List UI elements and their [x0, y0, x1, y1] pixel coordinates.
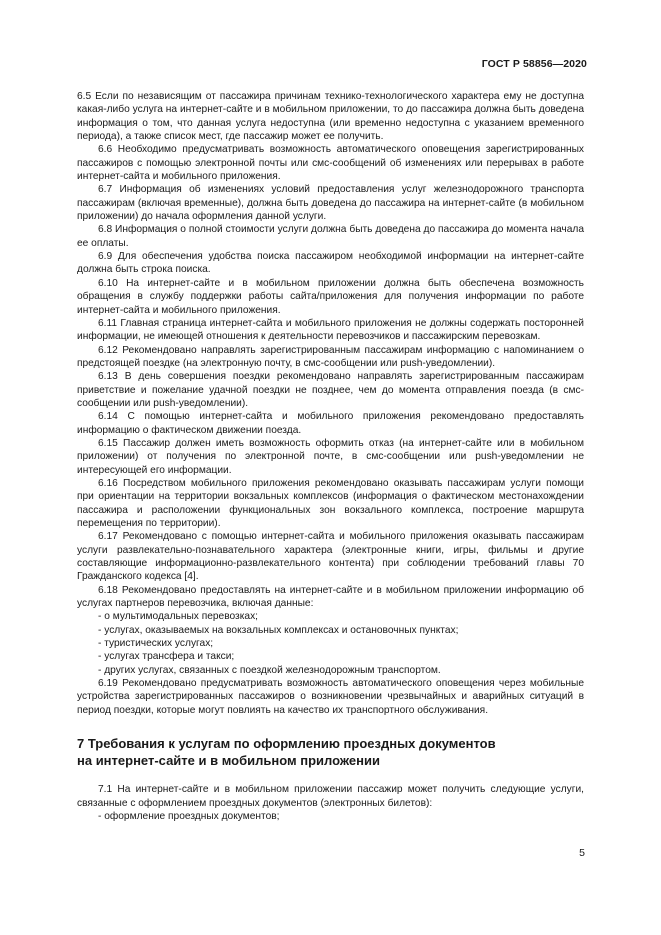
paragraph-text: 7.1 На интернет-сайте и в мобильном приложении пассажир может получить следующие услуги, связанные с оформлением проездных документов (электронных билетов): [77, 784, 584, 809]
list-item: - туристических услугах; [98, 638, 214, 650]
paragraph-6-6 [77, 143, 584, 183]
paragraph-text: 6.7 Информация об изменениях условий предоставления услуг железнодорожного транспорта пассажирам (включая временные), должна быть доведена до пассажира на интернет-сайте (в мобильном приложении) до начала оформления данной услуги. [77, 184, 584, 223]
paragraph-6-5 [77, 90, 584, 143]
list-item: - оформление проездных документов; [98, 810, 280, 822]
paragraph-text: 6.17 Рекомендовано с помощью интернет-сайта и мобильного приложения оказывать пассажирам услуги развлекательно-познавательного характера (электронные книги, игры, фильмы и другие составляющие информационно-развлекательного контента) при соблюдении требований главы 70 Гражданского кодекса [4]. [77, 531, 584, 583]
paragraph-text: 6.10 На интернет-сайте и в мобильном приложении должна быть обеспечена возможность обращения в службу поддержки работы сайта/приложения для получения информации по работе интернет-сайта и мобильного приложения. [77, 277, 584, 316]
paragraph-6-14 [77, 410, 584, 437]
paragraph-text: 6.15 Пассажир должен иметь возможность оформить отказ (на интернет-сайте или в мобильном приложении) от получения по электронной почте, в смс-сообщении или push-уведомлении не интересующей его информации. [77, 437, 584, 476]
paragraph-text: 6.13 В день совершения поездки рекомендовано направлять зарегистрированным пассажирам приветствие и пожелание удачной поездки не позднее, чем до момента отправления поезда (в смс-сообщении или push-уведомлении). [77, 371, 584, 409]
paragraph-text: 6.6 Необходимо предусматривать возможность автоматического оповещения зарегистрированных пассажиров с помощью электронной почты или смс-сообщений об изменениях или перерывах в работе интернет-сайта и мобильного приложения. [77, 144, 584, 183]
section-7-title [77, 735, 584, 769]
page-number: 5 [579, 847, 585, 859]
list-item: - других услугах, связанных с поездкой железнодорожным транспортом. [98, 664, 441, 676]
paragraph-text: 6.16 Посредством мобильного приложения рекомендовано оказывать пассажирам услуги помощи при ориентации на территории вокзальных комплексов (информация о фактическом местонахождении пассажира и расположении функциональных зон вокзального комплекса, построение маршрута перемещения по территории). [77, 477, 584, 529]
document-body [77, 90, 584, 823]
paragraph-6-8 [77, 223, 584, 250]
paragraph-6-16 [77, 477, 584, 530]
paragraph-6-17 [77, 530, 584, 583]
paragraph-text: 6.18 Рекомендовано предоставлять на интернет-сайте и в мобильном приложении информацию об услугах партнеров перевозчика, включая данные: [77, 584, 584, 610]
paragraph-text: 6.11 Главная страница интернет-сайта и мобильного приложения не должны содержать посторонней информации, не имеющей отношения к деятельности перевозчиков и пассажирским перевозкам. [77, 317, 584, 343]
paragraph-6-12 [77, 344, 584, 371]
paragraph-6-10 [77, 277, 584, 317]
paragraph-6-11 [77, 317, 584, 344]
list-item: - услугах трансфера и такси; [98, 651, 235, 663]
paragraph-text: 6.19 Рекомендовано предусматривать возможность автоматического оповещения через мобильные устройства зарегистрированных пассажиров о возникновении чрезвычайных и аварийных ситуаций в период поездки, которые могут повлиять на качество их транспортного обслуживания. [77, 678, 584, 716]
paragraph-6-7 [77, 183, 584, 223]
paragraph-6-15 [77, 437, 584, 477]
section-title-line: на интернет-сайте и в мобильном приложении [77, 753, 380, 769]
paragraph-text: 6.5 Если по независящим от пассажира причинам технико-технологического характера ему не доступна какая-либо услуга на интернет-сайте и в мобильном приложении, то до пассажира должна быть доведена информация о том, что данная услуга недоступна (или временно недоступна с указанием временного периода), а также список мест, где пассажир может ее получить. [77, 91, 584, 143]
section-title-line: 7 Требования к услугам по оформлению проездных документов [77, 736, 496, 752]
list-item: - о мультимодальных перевозках; [98, 611, 259, 623]
list-item: - услугах, оказываемых на вокзальных комплексах и остановочных пунктах; [98, 624, 459, 636]
paragraph-text: 6.8 Информация о полной стоимости услуги должна быть доведена до пассажира до момента начала ее оплаты. [77, 224, 584, 249]
paragraph-6-18 [77, 584, 584, 611]
paragraph-6-9 [77, 250, 584, 277]
paragraph-text: 6.14 С помощью интернет-сайта и мобильного приложения рекомендовано предоставлять информацию о фактическом движении поезда. [77, 411, 584, 436]
paragraph-text: 6.12 Рекомендовано направлять зарегистрированным пассажирам информацию с напоминанием о предстоящей поездке (на электронную почту, в смс-сообщении или push-уведомлении). [77, 344, 584, 369]
standard-header: ГОСТ Р 58856—2020 [481, 58, 587, 70]
paragraph-6-19 [77, 677, 584, 717]
paragraph-7-1 [77, 783, 584, 810]
paragraph-text: 6.9 Для обеспечения удобства поиска пассажиром необходимой информации на интернет-сайте должна быть строка поиска. [77, 251, 584, 276]
paragraph-6-13 [77, 370, 584, 410]
